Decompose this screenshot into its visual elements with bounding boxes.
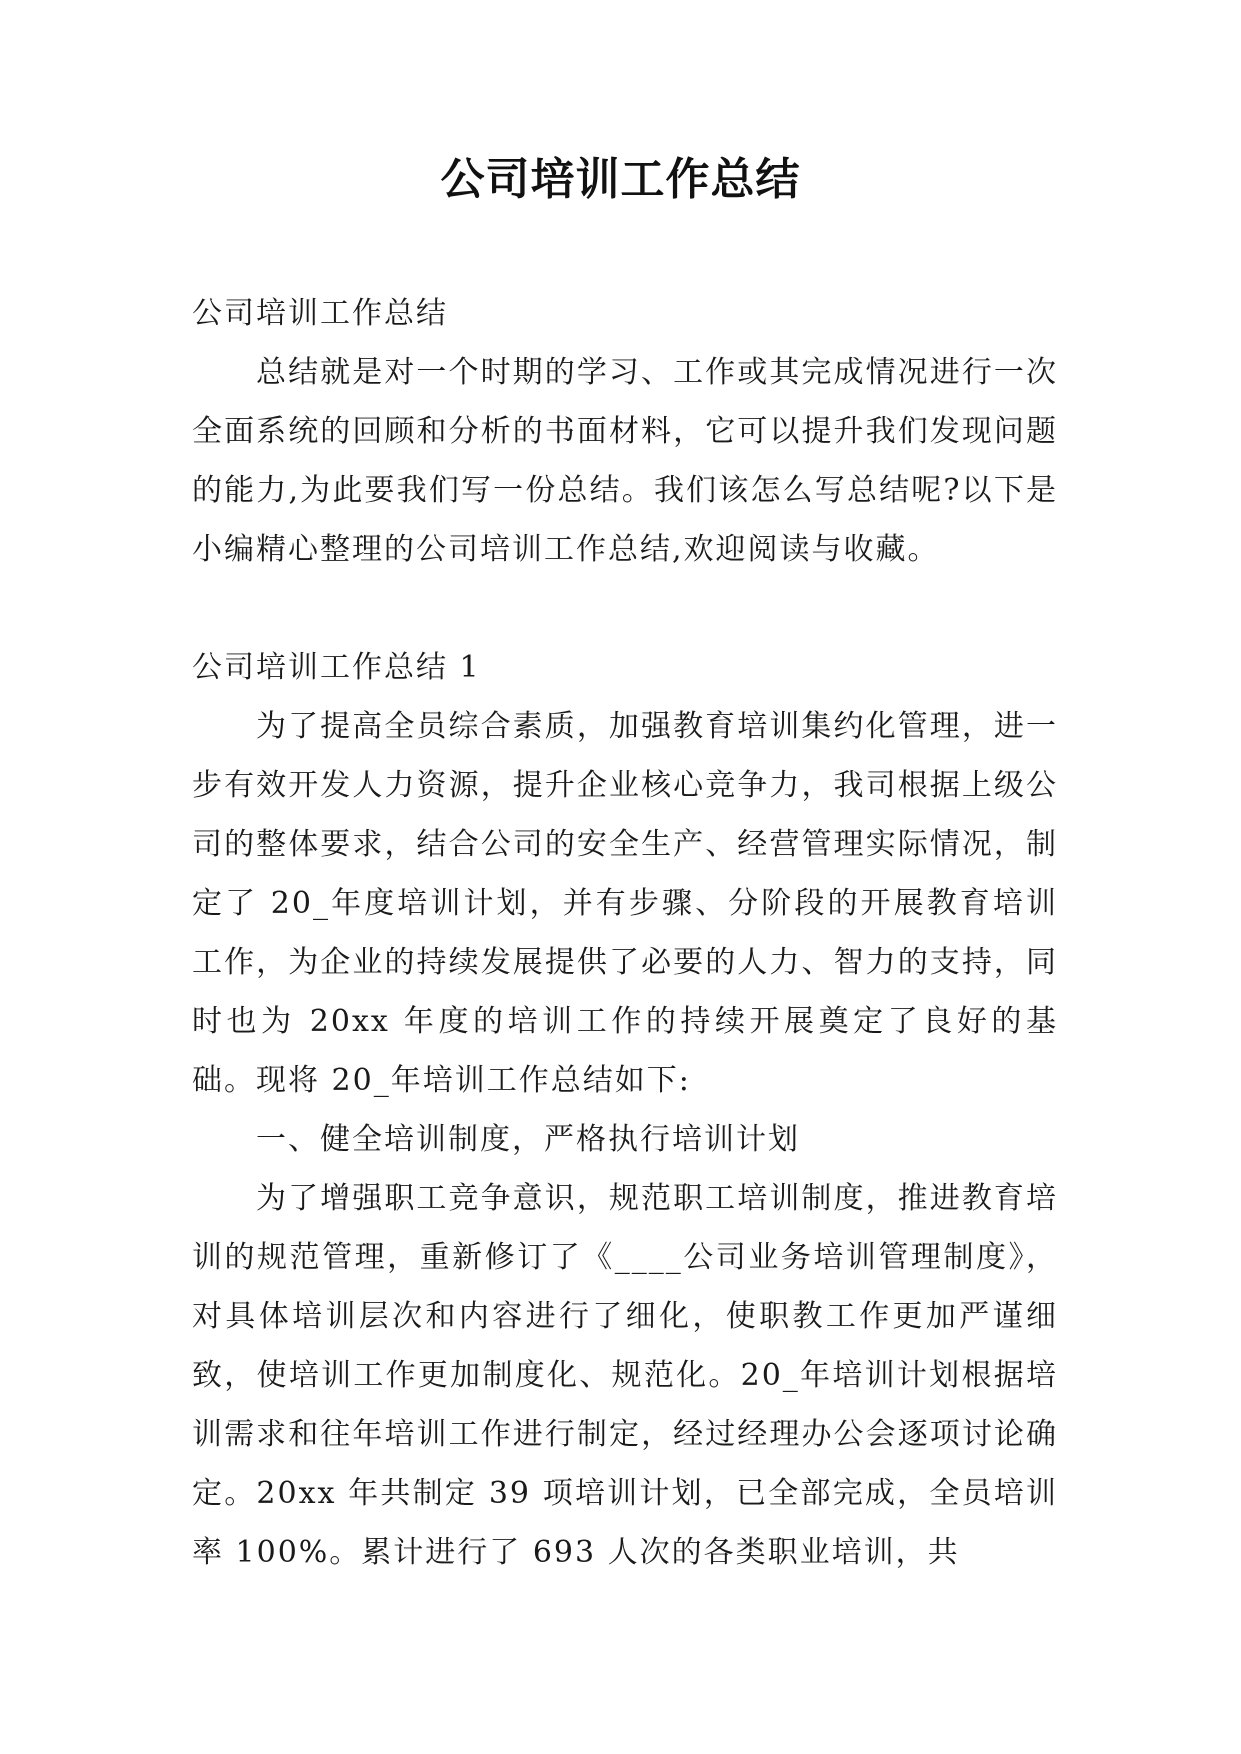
part1-heading: 公司培训工作总结 1 — [192, 650, 481, 685]
part1-paragraph-1: 为了提高全员综合素质，加强教育培训集约化管理，进一步有效开发人力资源，提升企业核心竞争力，我司根据上级公司的整体要求，结合公司的安全生产、经营管理实际情况，制定了 20_年度培训计划，并有步骤、分阶段的开展教育培训工作，为企业的持续发展提供了必要的人力、智力的支持，同时也为 20xx 年度的培训工作的持续开展奠定了良好的基础。现将 20_年培训工作总结如下: — [192, 709, 1058, 1098]
intro-paragraph: 总结就是对一个时期的学习、工作或其完成情况进行一次全面系统的回顾和分析的书面材料，它可以提升我们发现问题的能力,为此要我们写一份总结。我们该怎么写总结呢?以下是小编精心整理的公司培训工作总结,欢迎阅读与收藏。 — [192, 355, 1058, 567]
part1-subheading: 一、健全培训制度，严格执行培训计划 — [256, 1122, 800, 1157]
paragraph-spacer — [192, 579, 1058, 638]
section-heading: 公司培训工作总结 — [192, 296, 448, 331]
document-title: 公司培训工作总结 — [440, 154, 801, 205]
document-body — [192, 284, 1058, 1582]
part1-paragraph-2: 为了增强职工竞争意识，规范职工培训制度，推进教育培训的规范管理，重新修订了《____公司业务培训管理制度》，对具体培训层次和内容进行了细化，使职教工作更加严谨细致，使培训工作更加制度化、规范化。20_年培训计划根据培训需求和往年培训工作进行制定，经过经理办公会逐项讨论确定。20xx 年共制定 39 项培训计划，已全部完成，全员培训率 100%。累计进行了 693 人次的各类职业培训，共 — [192, 1181, 1058, 1570]
